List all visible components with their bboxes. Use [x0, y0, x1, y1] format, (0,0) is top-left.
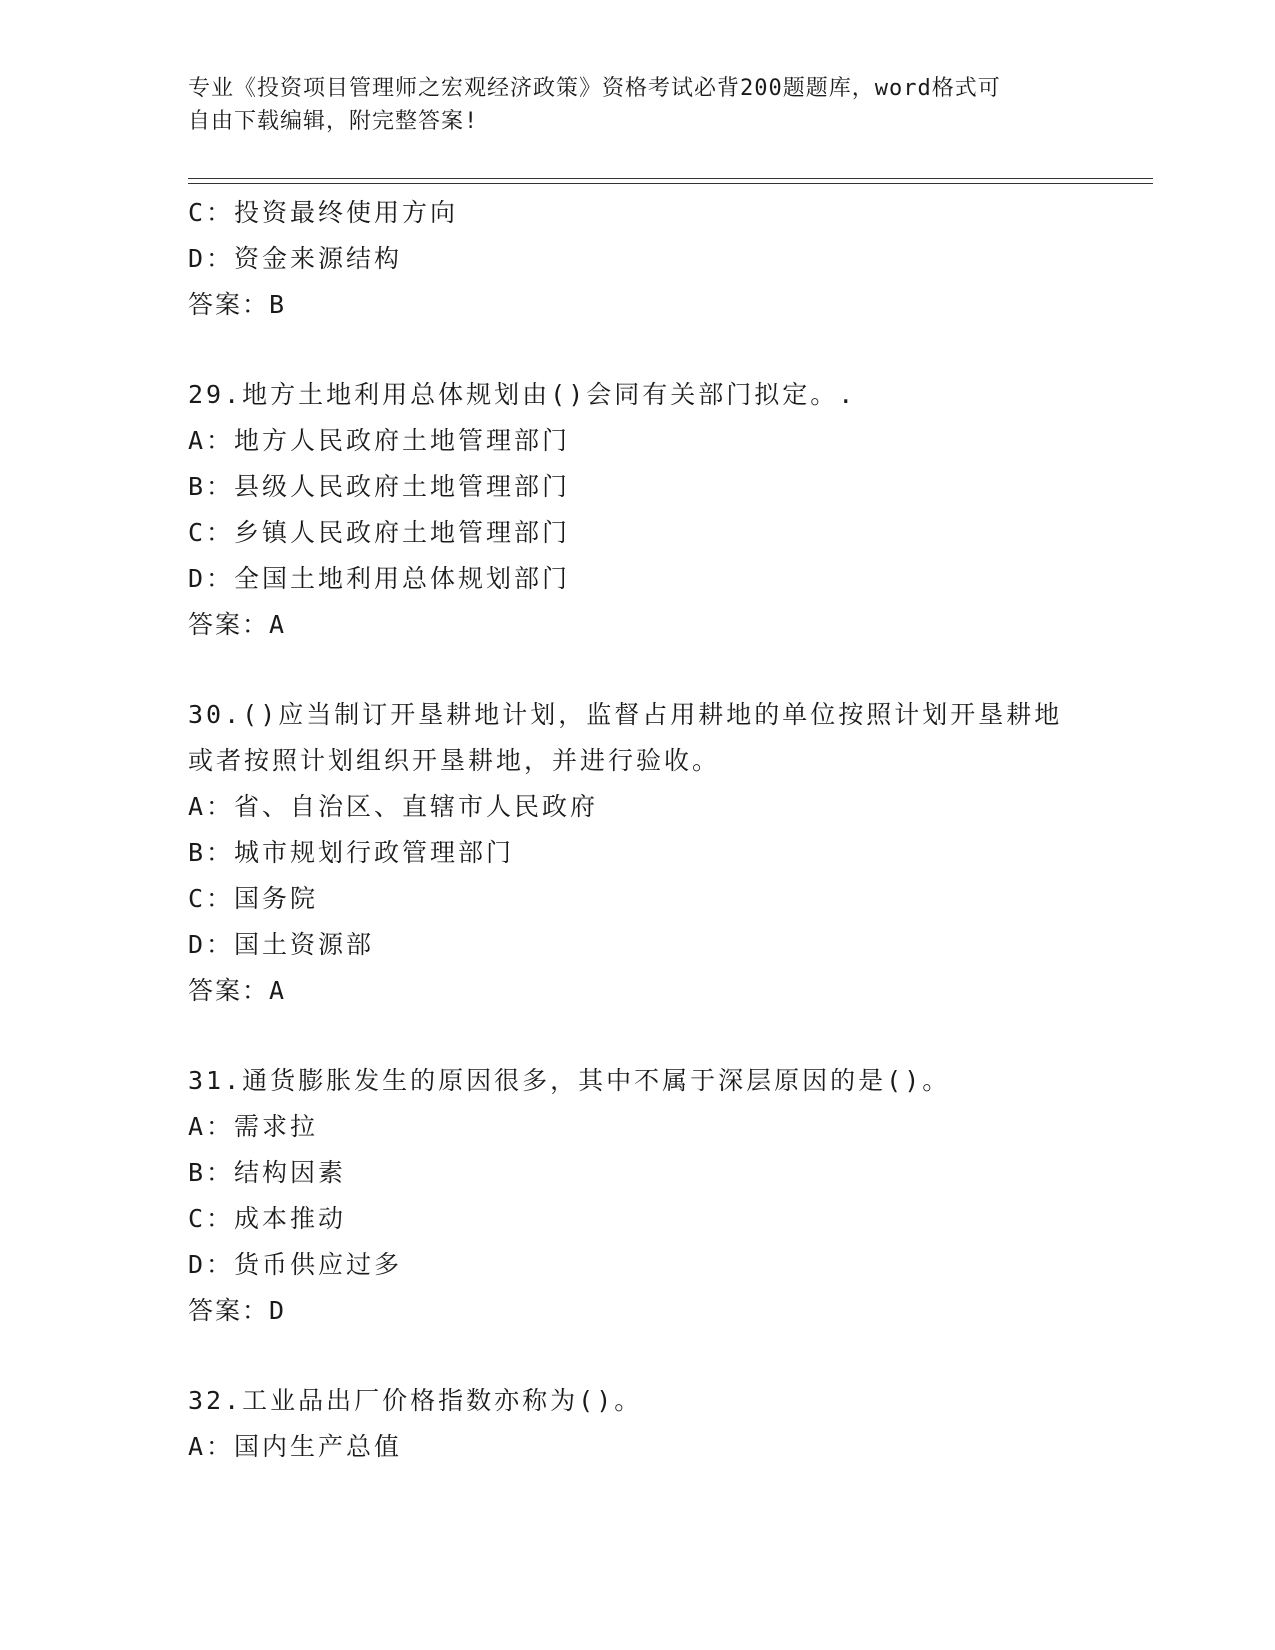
document-header [188, 72, 1088, 138]
answer-line [188, 968, 1088, 1014]
question-text: 29.地方土地利用总体规划由()会同有关部门拟定。. [188, 380, 857, 409]
question-29 [188, 372, 1088, 648]
question-31 [188, 1058, 1088, 1334]
option-c: C：乡镇人民政府土地管理部门 [188, 518, 571, 547]
header-line-1: 专业《投资项目管理师之宏观经济政策》资格考试必背200题题库，word格式可 [188, 76, 1001, 101]
option-c: C：国务院 [188, 884, 319, 913]
answer-line [188, 602, 1088, 648]
option-c: C：成本推动 [188, 1204, 347, 1233]
option-b: B：县级人民政府土地管理部门 [188, 472, 571, 501]
answer-value: B [269, 290, 285, 319]
answer-label: 答案： [188, 1296, 270, 1325]
header-line-2: 自由下载编辑，附完整答案! [188, 109, 479, 134]
question-text-line-2: 或者按照计划组织开垦耕地，并进行验收。 [188, 746, 721, 775]
option-d: D：资金来源结构 [188, 244, 403, 273]
option-d: D：国土资源部 [188, 930, 375, 959]
option-d: D：货币供应过多 [188, 1250, 403, 1279]
option-a: A：省、自治区、直辖市人民政府 [188, 792, 599, 821]
option-a: A：需求拉 [188, 1112, 319, 1141]
header-divider-top [188, 178, 1153, 179]
option-d: D：全国土地利用总体规划部门 [188, 564, 571, 593]
question-text-line-1: 30.()应当制订开垦耕地计划，监督占用耕地的单位按照计划开垦耕地 [188, 700, 1063, 729]
answer-label: 答案： [188, 290, 270, 319]
question-list [188, 190, 1088, 1470]
answer-label: 答案： [188, 610, 270, 639]
question-28-tail [188, 190, 1088, 328]
question-text: 32.工业品出厂价格指数亦称为()。 [188, 1386, 643, 1415]
option-b: B：结构因素 [188, 1158, 347, 1187]
answer-line [188, 282, 1088, 328]
answer-value: A [269, 976, 285, 1005]
option-c: C：投资最终使用方向 [188, 198, 459, 227]
question-30 [188, 692, 1088, 1014]
option-a: A：国内生产总值 [188, 1432, 403, 1461]
answer-value: D [269, 1296, 285, 1325]
answer-value: A [269, 610, 285, 639]
question-text: 31.通货膨胀发生的原因很多，其中不属于深层原因的是()。 [188, 1066, 951, 1095]
header-divider-bottom [188, 183, 1153, 184]
answer-line [188, 1288, 1088, 1334]
option-b: B：城市规划行政管理部门 [188, 838, 515, 867]
option-a: A：地方人民政府土地管理部门 [188, 426, 571, 455]
answer-label: 答案： [188, 976, 270, 1005]
question-32 [188, 1378, 1088, 1470]
